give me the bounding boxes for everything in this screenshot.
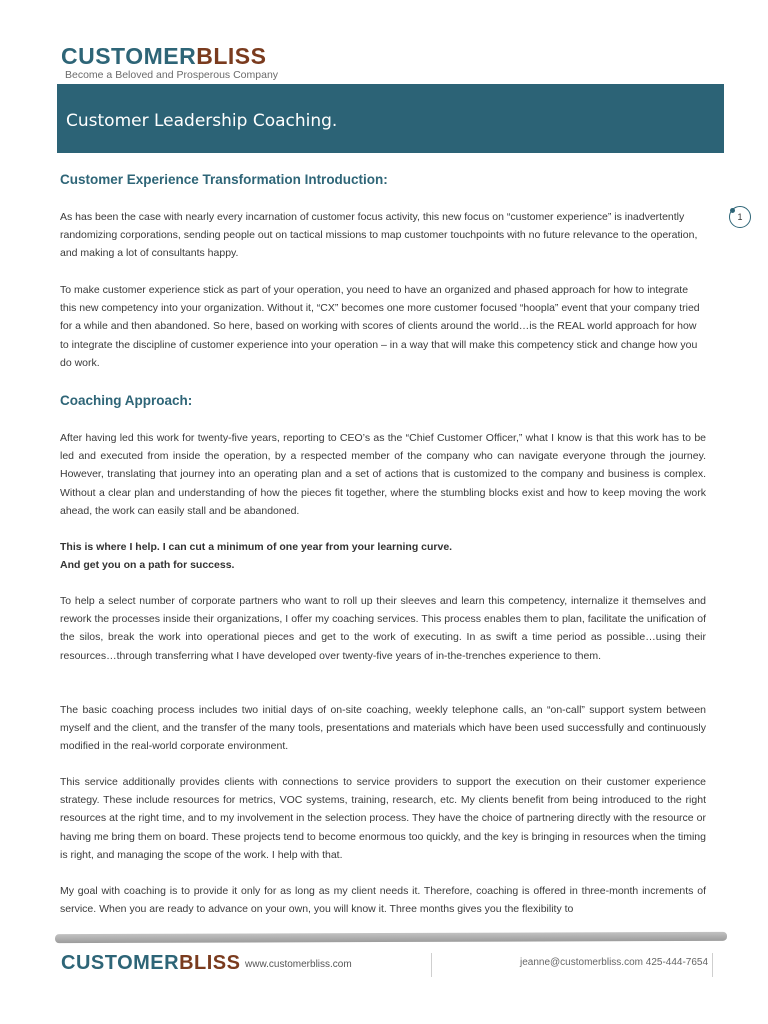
intro-paragraph-1 — [60, 208, 706, 263]
badge-dot-icon — [730, 208, 735, 213]
intro-paragraph-2 — [60, 281, 706, 372]
page-number-badge — [729, 206, 751, 228]
coaching-bold-callout — [60, 538, 706, 574]
coaching-paragraph-2 — [60, 592, 706, 665]
paragraph-text: After having led this work for twenty-five years, reporting to CEO’s as the “Chief Customer Officer,” what I know is that this work has to be led and executed from inside the operation, by a respected member of the company who can navigate everyone through the journey. However, translating that journey into an operating plan and a set of actions that is customized to the company and business is complex. Without a clear plan and understanding of how the pieces fit together, where the stumbling blocks exist and how to keep moving the work ahead, the work can easily stall and be abandoned. — [60, 432, 706, 517]
customerbliss-logo — [61, 43, 266, 69]
footer-logo — [61, 952, 241, 974]
coaching-paragraph-4 — [60, 773, 706, 864]
bold-line-1: This is where I help. I can cut a minimum of one year from your learning curve. — [60, 541, 453, 553]
footer-divider-right — [712, 953, 713, 977]
paragraph-text: My goal with coaching is to provide it only for as long as my client needs it. Therefore, coaching is offered in three-month increments of service. When you are ready to advance on your own, you will know it. Three months gives you the flexibility to — [60, 885, 706, 916]
footer-contact[interactable]: jeanne@customerbliss.com 425-444-7654 — [520, 957, 709, 968]
footer-logo-bliss-text: BLISS — [179, 952, 241, 974]
logo-bliss-text: BLISS — [196, 43, 267, 69]
intro-heading: Customer Experience Transformation Introduction: — [60, 172, 388, 187]
paragraph-text: To help a select number of corporate partners who want to roll up their sleeves and learn this competency, internalize it themselves and rework the processes inside their organizations, I offer my coaching services. This process enables them to plan, facilitate the unification of the silos, break the work into operational pieces and get to the work of executing. In as swift a time period as possible…using their resources…through transferring what I have developed over twenty-five years of in-the-trenches experience to them. — [60, 595, 706, 662]
paragraph-text: This service additionally provides clients with connections to service providers to support the execution on their customer experience strategy. These include resources for metrics, VOC systems, training, research, etc. My clients benefit from being introduced to the right resources at the right time, and to my involvement in the selection process. They have the choice of partnering directly with the resource or having me bring them on board. These projects tend to become enormous too quickly, and the key is bringing in resources when the timing is right, and managing the scope of the work. I help with that. — [60, 776, 706, 861]
paragraph-text: The basic coaching process includes two initial days of on-site coaching, weekly telephone calls, an “on-call” support system between myself and the client, and the transfer of the many tools, presentations and materials which have been used successfully and continuously modified in the real-world corporate environment. — [60, 704, 706, 753]
page-number: 1 — [737, 212, 743, 222]
footer-website-link[interactable]: www.customerbliss.com — [245, 959, 352, 970]
footer-divider — [431, 953, 432, 977]
paragraph-text: As has been the case with nearly every incarnation of customer focus activity, this new focus on “customer experience” is inadvertently randomizing corporations, sending people out on tactical missions to map customer touchpoints with no future relevance to the operation, and making a lot of consultants happy. — [60, 211, 698, 260]
page-title: Customer Leadership Coaching. — [66, 111, 338, 131]
footer-logo-customer-text: CUSTOMER — [61, 952, 180, 974]
bold-line-2: And get you on a path for success. — [60, 559, 235, 572]
tagline: Become a Beloved and Prosperous Company — [65, 69, 279, 81]
logo-customer-text: CUSTOMER — [61, 43, 197, 69]
coaching-paragraph-3 — [60, 701, 706, 756]
coaching-paragraph-5 — [60, 882, 706, 918]
paragraph-text: To make customer experience stick as part of your operation, you need to have an organized and phased approach for how to integrate this new competency into your organization. Without it, “CX” becomes one more customer focused “hoopla” event that your company tried for a while and then abandoned. So here, based on working with scores of clients around the world…is the REAL world approach for how to integrate the discipline of customer experience into your operation – in a way that will make this competency stick and change how you do work. — [60, 284, 700, 369]
coaching-paragraph-1 — [60, 429, 706, 520]
coaching-heading: Coaching Approach: — [60, 393, 193, 408]
footer-bar — [55, 932, 727, 943]
